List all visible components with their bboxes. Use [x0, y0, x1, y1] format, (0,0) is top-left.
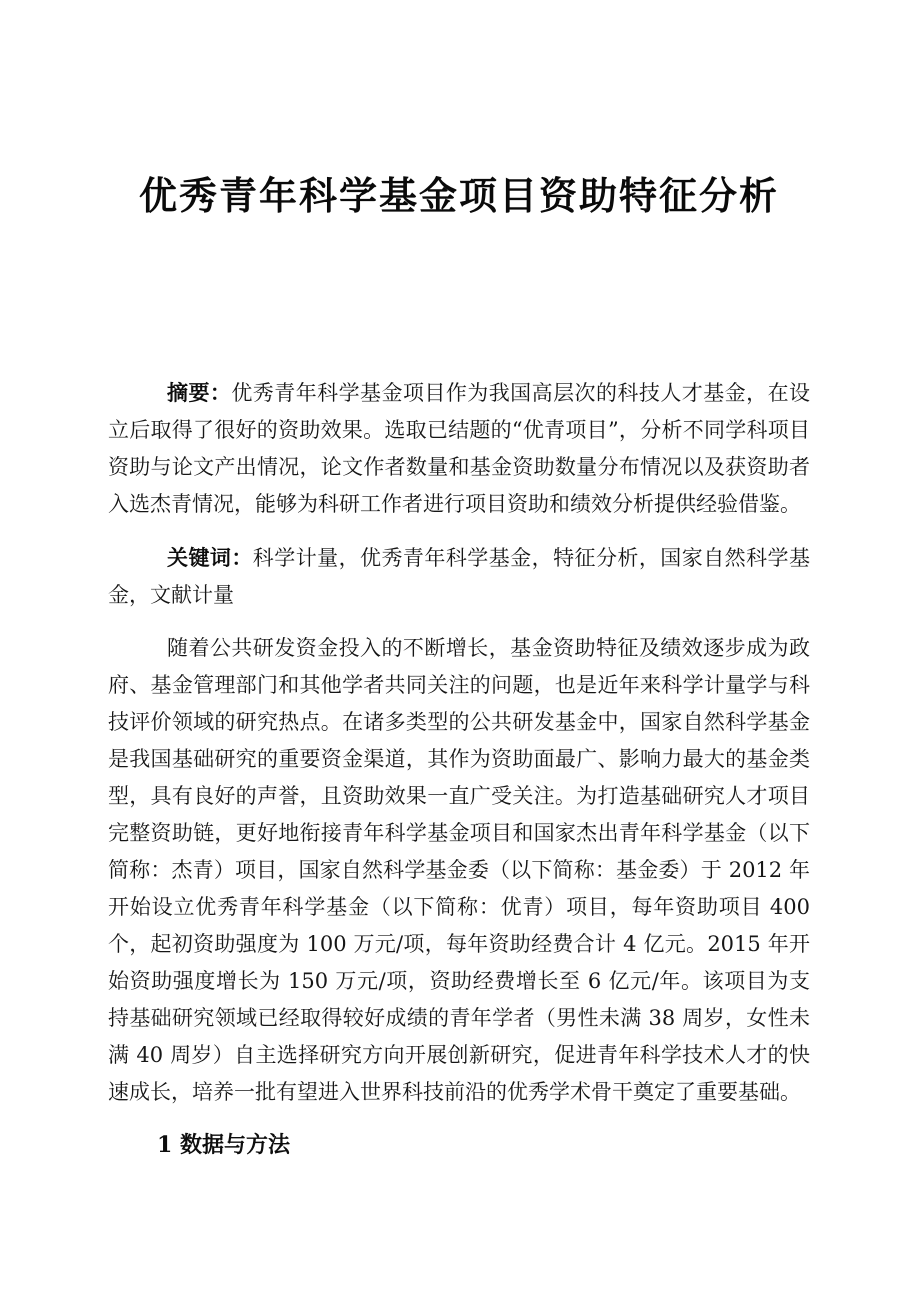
abstract-paragraph [108, 374, 810, 523]
abstract-label: 摘要： [167, 380, 232, 405]
document-title: 优秀青年科学基金项目资助特征分析 [138, 173, 779, 218]
section-heading-data-and-methods: 1 数据与方法 [157, 1132, 290, 1158]
intro-paragraph: 随着公共研发资金投入的不断增长，基金资助特征及绩效逐步成为政府、基金管理部门和其他学者共同关注的问题，也是近年来科学计量学与科技评价领域的研究热点。在诸多类型的公共研发基金中，国家自然科学基金是我国基础研究的重要资金渠道，其作为资助面最广、影响力最大的基金类型，具有良好的声誉，且资助效果一直广受关注。为打造基础研究人才项目完整资助链，更好地衔接青年科学基金项目和国家杰出青年科学基金（以下简称：杰青）项目，国家自然科学基金委（以下简称：基金委）于 2012 年开始设立优秀青年科学基金（以下简称：优青）项目，每年资助项目 400 个，起初资助强度为 100 万元/项，每年资助经费合计 4 亿元。2015 年开始资助强度增长为 150 万元/项，资助经费增长至 6 亿元/年。该项目为支持基础研究领域已经取得较好成绩的青年学者（男性未满 38 周岁，女性未满 40 周岁）自主选择研究方向开展创新研究，促进青年科学技术人才的快速成长，培养一批有望进入世界科技前沿的优秀学术骨干奠定了重要基础。 [108, 636, 810, 1104]
keywords-paragraph [108, 539, 810, 614]
abstract-text: 优秀青年科学基金项目作为我国高层次的科技人才基金，在设立后取得了很好的资助效果。选取已结题的“优青项目”，分析不同学科项目资助与论文产出情况，论文作者数量和基金资助数量分布情况以及获资助者入选杰青情况，能够为科研工作者进行项目资助和绩效分析提供经验借鉴。 [108, 381, 811, 516]
keywords-text: 科学计量，优秀青年科学基金，特征分析，国家自然科学基金，文献计量 [108, 546, 811, 607]
keywords-label: 关键词： [167, 545, 253, 570]
